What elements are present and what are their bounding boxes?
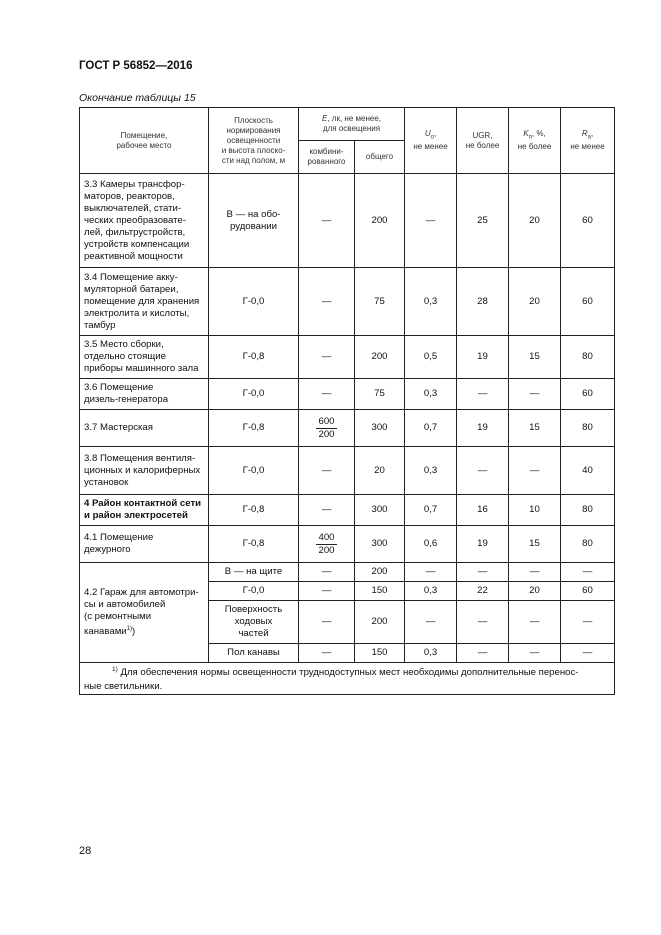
combined-cell: — (299, 644, 355, 663)
general-cell: 150 (355, 582, 405, 601)
plane-cell: В — на щите (209, 563, 299, 582)
ugr-cell: 28 (457, 268, 509, 336)
color-rendering-cell: — (561, 644, 615, 663)
plane-cell: Г-0,8 (209, 526, 299, 563)
color-rendering-cell: — (561, 563, 615, 582)
combined-fraction: $\frac{400}{200}$ (318, 531, 335, 556)
plane-cell: Г-0,8 (209, 495, 299, 526)
color-rendering-cell: 60 (561, 379, 615, 410)
table-row (80, 268, 615, 336)
combined-fraction: $\frac{600}{200}$ (318, 415, 335, 440)
header-plane: Плоскость нормирования освещенности и высота плоско- сти над полом, м (209, 108, 299, 174)
header-combined: комбини- рованного (299, 141, 355, 174)
color-rendering-cell: 80 (561, 336, 615, 379)
room-cell: 3.7 Мастерская (80, 410, 209, 447)
general-cell: 200 (355, 601, 405, 644)
plane-cell: Г-0,8 (209, 336, 299, 379)
ugr-cell: — (457, 379, 509, 410)
uniformity-cell: 0,7 (405, 410, 457, 447)
combined-cell: — (299, 601, 355, 644)
ugr-cell: — (457, 601, 509, 644)
general-cell: 300 (355, 526, 405, 563)
uniformity-cell: 0,3 (405, 268, 457, 336)
combined-cell: — (299, 582, 355, 601)
pulsation-cell: 20 (509, 268, 561, 336)
uniformity-cell: 0,3 (405, 379, 457, 410)
pulsation-cell: — (509, 644, 561, 663)
combined-cell (299, 526, 355, 563)
general-cell: 200 (355, 563, 405, 582)
combined-cell: — (299, 495, 355, 526)
color-rendering-cell: 80 (561, 410, 615, 447)
combined-cell: — (299, 447, 355, 495)
color-rendering-cell: 80 (561, 495, 615, 526)
pulsation-cell: 20 (509, 582, 561, 601)
ugr-cell: 25 (457, 174, 509, 268)
combined-cell: — (299, 268, 355, 336)
header-uniformity: $U_o$, не менее (405, 108, 457, 174)
uniformity-cell: 0,3 (405, 447, 457, 495)
header-general: общего (355, 141, 405, 174)
combined-cell: — (299, 563, 355, 582)
pulsation-cell: — (509, 601, 561, 644)
room-cell: 3.4 Помещение акку- муляторной батареи, помещение для хранения электролита и кислоты, тамбур (80, 268, 209, 336)
table-row (80, 336, 615, 379)
combined-cell: — (299, 174, 355, 268)
table-row (80, 563, 615, 582)
table-row (80, 174, 615, 268)
ugr-cell: — (457, 644, 509, 663)
room-cell: 3.5 Место сборки, отдельно стоящие приборы машинного зала (80, 336, 209, 379)
room-cell: 4.1 Помещение дежурного (80, 526, 209, 563)
ugr-cell: 19 (457, 526, 509, 563)
uniformity-cell: — (405, 563, 457, 582)
uniformity-cell: 0,5 (405, 336, 457, 379)
room-cell: 4.2 Гараж для автомотри- сы и автомобилей (с ремонтными канавами$^{1)}$) (80, 563, 209, 663)
ugr-cell: 19 (457, 336, 509, 379)
general-cell: 75 (355, 268, 405, 336)
pulsation-cell: — (509, 563, 561, 582)
color-rendering-cell: 60 (561, 174, 615, 268)
pulsation-cell: 15 (509, 336, 561, 379)
pulsation-cell: 15 (509, 410, 561, 447)
color-rendering-cell: 80 (561, 526, 615, 563)
color-rendering-cell: 60 (561, 582, 615, 601)
ugr-cell: 22 (457, 582, 509, 601)
header-illuminance-group: E, лк, не менее, для освещения (299, 108, 405, 141)
general-cell: 200 (355, 174, 405, 268)
table-row (80, 379, 615, 410)
ugr-cell: 19 (457, 410, 509, 447)
uniformity-cell: 0,6 (405, 526, 457, 563)
page-number: 28 (79, 845, 92, 857)
general-cell: 150 (355, 644, 405, 663)
uniformity-cell: 0,7 (405, 495, 457, 526)
room-cell: 3.3 Камеры трансфор- маторов, реакторов, выключателей, стати- ческих преобразовате- лей, фильтрустройств, устройств компенсации реактивной мощности (80, 174, 209, 268)
table-row (80, 495, 615, 526)
header-room: Помещение, рабочее место (80, 108, 209, 174)
plane-cell: В — на обо- рудовании (209, 174, 299, 268)
plane-cell: Г-0,0 (209, 582, 299, 601)
combined-cell: — (299, 336, 355, 379)
general-cell: 200 (355, 336, 405, 379)
plane-cell: Г-0,8 (209, 410, 299, 447)
lighting-norms-table (79, 107, 615, 695)
uniformity-cell: — (405, 174, 457, 268)
room-cell: 3.8 Помещения вентиля- ционных и калориферных установок (80, 447, 209, 495)
pulsation-cell: 15 (509, 526, 561, 563)
color-rendering-cell: 40 (561, 447, 615, 495)
uniformity-cell: 0,3 (405, 644, 457, 663)
header-color-rendering: $R_a$, не менее (561, 108, 615, 174)
ugr-cell: 16 (457, 495, 509, 526)
general-cell: 300 (355, 495, 405, 526)
ugr-cell: — (457, 563, 509, 582)
plane-cell: Поверхность ходовых частей (209, 601, 299, 644)
header-pulsation: $K_п$, %, не более (509, 108, 561, 174)
pulsation-cell: — (509, 447, 561, 495)
color-rendering-cell: — (561, 601, 615, 644)
room-cell: 3.6 Помещение дизель-генератора (80, 379, 209, 410)
general-cell: 300 (355, 410, 405, 447)
color-rendering-cell: 60 (561, 268, 615, 336)
ugr-cell: — (457, 447, 509, 495)
uniformity-cell: 0,3 (405, 582, 457, 601)
general-cell: 75 (355, 379, 405, 410)
footnote-row (80, 663, 615, 695)
header-ugr: UGR, не более (457, 108, 509, 174)
table-caption: Окончание таблицы 15 (79, 92, 196, 104)
plane-cell: Г-0,0 (209, 379, 299, 410)
pulsation-cell: 10 (509, 495, 561, 526)
general-cell: 20 (355, 447, 405, 495)
table-row (80, 410, 615, 447)
room-cell: 4 Район контактной сети и район электросетей (80, 495, 209, 526)
combined-cell: — (299, 379, 355, 410)
plane-cell: Г-0,0 (209, 447, 299, 495)
uniformity-cell: — (405, 601, 457, 644)
pulsation-cell: — (509, 379, 561, 410)
plane-cell: Г-0,0 (209, 268, 299, 336)
table-row (80, 447, 615, 495)
pulsation-cell: 20 (509, 174, 561, 268)
plane-cell: Пол канавы (209, 644, 299, 663)
table-row (80, 526, 615, 563)
combined-cell (299, 410, 355, 447)
document-code: ГОСТ Р 56852—2016 (79, 60, 193, 72)
table-footnote: $^{1)}$ Для обеспечения нормы освещенности труднодоступных мест необходимы дополнительные перенос- ные светильники. (80, 663, 615, 695)
